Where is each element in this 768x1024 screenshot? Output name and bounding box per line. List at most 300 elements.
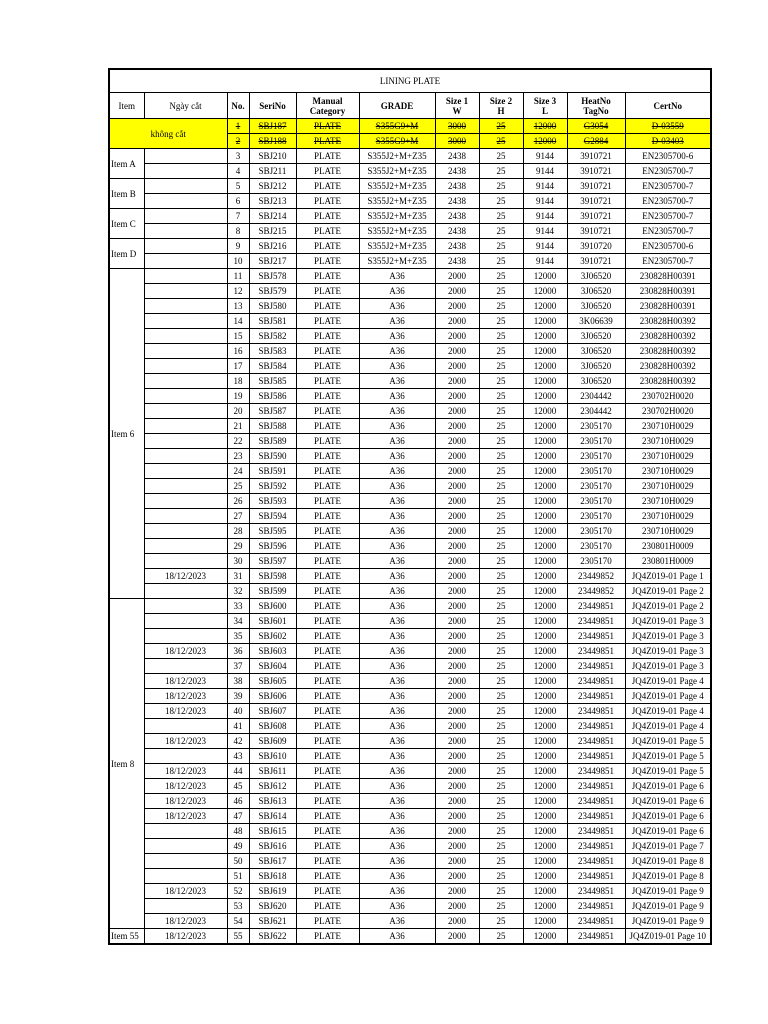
category-cell: PLATE: [296, 179, 359, 194]
grade-cell: A36: [359, 629, 435, 644]
cancelled-group-cell: không cắt: [109, 119, 227, 149]
row-number-cell: 29: [227, 539, 249, 554]
row-number-cell: 51: [227, 869, 249, 884]
serial-cell: SBJ620: [249, 899, 296, 914]
size-l-cell: 12000: [523, 689, 567, 704]
size-h-cell: 25: [479, 584, 523, 599]
grade-cell: A36: [359, 374, 435, 389]
table-row: [109, 119, 711, 134]
category-cell: PLATE: [296, 839, 359, 854]
cert-number-cell: JQ4Z019-01 Page 6: [625, 809, 711, 824]
heat-number-cell: 3910721: [567, 164, 625, 179]
cert-number-cell: EN2305700-7: [625, 164, 711, 179]
cut-date-cell: 18/12/2023: [144, 794, 227, 809]
category-cell: PLATE: [296, 749, 359, 764]
size-l-cell: 12000: [523, 269, 567, 284]
header-size-2-line1: Size 2: [489, 95, 513, 106]
serial-cell: SBJ585: [249, 374, 296, 389]
size-w-cell: 2000: [435, 929, 479, 944]
size-l-cell: 9144: [523, 224, 567, 239]
cut-date-cell: 18/12/2023: [144, 779, 227, 794]
row-number-cell: 6: [227, 194, 249, 209]
size-h-cell: 25: [479, 134, 523, 149]
category-cell: PLATE: [296, 404, 359, 419]
size-h-cell: 25: [479, 674, 523, 689]
size-l-cell: 12000: [523, 344, 567, 359]
size-l-cell: 12000: [523, 734, 567, 749]
category-cell: PLATE: [296, 779, 359, 794]
category-cell: PLATE: [296, 899, 359, 914]
category-cell: PLATE: [296, 629, 359, 644]
item-cell: Item 6: [109, 269, 144, 599]
serial-cell: SBJ604: [249, 659, 296, 674]
row-number-cell: 12: [227, 284, 249, 299]
size-h-cell: 25: [479, 179, 523, 194]
size-l-cell: 12000: [523, 524, 567, 539]
cut-date-cell: 18/12/2023: [144, 644, 227, 659]
grade-cell: A36: [359, 614, 435, 629]
cert-number-cell: JQ4Z019-01 Page 4: [625, 704, 711, 719]
heat-number-cell: 3910721: [567, 224, 625, 239]
size-w-cell: 2000: [435, 794, 479, 809]
table-row: [109, 254, 711, 269]
item-cell: Item 55: [109, 929, 144, 944]
row-number-cell: 33: [227, 599, 249, 614]
cert-number-cell: JQ4Z019-01 Page 8: [625, 869, 711, 884]
category-cell: PLATE: [296, 884, 359, 899]
heat-number-cell: 23449851: [567, 839, 625, 854]
category-cell: PLATE: [296, 614, 359, 629]
heat-number-cell: 23449851: [567, 599, 625, 614]
heat-number-cell: 23449851: [567, 614, 625, 629]
size-h-cell: 25: [479, 779, 523, 794]
category-cell: PLATE: [296, 644, 359, 659]
heat-number-cell: 2305170: [567, 464, 625, 479]
size-h-cell: 25: [479, 119, 523, 134]
size-h-cell: 25: [479, 659, 523, 674]
serial-cell: SBJ216: [249, 239, 296, 254]
item-cell: Item B: [109, 179, 144, 209]
size-h-cell: 25: [479, 749, 523, 764]
cert-number-cell: 230710H0029: [625, 479, 711, 494]
cert-number-cell: 230828H00391: [625, 299, 711, 314]
heat-number-cell: 23449851: [567, 674, 625, 689]
grade-cell: S355J2+M+Z35: [359, 254, 435, 269]
cut-date-cell: [144, 554, 227, 569]
size-l-cell: 12000: [523, 389, 567, 404]
size-w-cell: 2000: [435, 389, 479, 404]
table-row: [109, 644, 711, 659]
row-number-cell: 44: [227, 764, 249, 779]
table-row: [109, 809, 711, 824]
category-cell: PLATE: [296, 284, 359, 299]
cut-date-cell: [144, 599, 227, 614]
table-row: [109, 479, 711, 494]
serial-cell: SBJ217: [249, 254, 296, 269]
category-cell: PLATE: [296, 854, 359, 869]
row-number-cell: 16: [227, 344, 249, 359]
cert-number-cell: JQ4Z019-01 Page 5: [625, 764, 711, 779]
size-w-cell: 2000: [435, 359, 479, 374]
table-row: [109, 164, 711, 179]
grade-cell: A36: [359, 449, 435, 464]
serial-cell: SBJ596: [249, 539, 296, 554]
size-l-cell: 12000: [523, 824, 567, 839]
grade-cell: A36: [359, 404, 435, 419]
size-l-cell: 12000: [523, 584, 567, 599]
header-size-1: [435, 93, 479, 119]
row-number-cell: 34: [227, 614, 249, 629]
row-number-cell: 39: [227, 689, 249, 704]
header-size-3: [523, 93, 567, 119]
serial-cell: SBJ603: [249, 644, 296, 659]
row-number-cell: 2: [227, 134, 249, 149]
serial-cell: SBJ187: [249, 119, 296, 134]
cut-date-cell: [144, 854, 227, 869]
size-w-cell: 2000: [435, 704, 479, 719]
header-item: Item: [109, 93, 144, 119]
size-l-cell: 12000: [523, 464, 567, 479]
cut-date-cell: [144, 719, 227, 734]
heat-number-cell: 23449851: [567, 869, 625, 884]
table-row: [109, 764, 711, 779]
cut-date-cell: [144, 389, 227, 404]
table-row: [109, 404, 711, 419]
category-cell: PLATE: [296, 764, 359, 779]
cut-date-cell: [144, 269, 227, 284]
cut-date-cell: 18/12/2023: [144, 929, 227, 944]
size-l-cell: 12000: [523, 509, 567, 524]
cut-date-cell: [144, 404, 227, 419]
size-w-cell: 3000: [435, 134, 479, 149]
category-cell: PLATE: [296, 674, 359, 689]
category-cell: PLATE: [296, 689, 359, 704]
heat-number-cell: 3K06639: [567, 314, 625, 329]
size-h-cell: 25: [479, 344, 523, 359]
cut-date-cell: [144, 839, 227, 854]
heat-number-cell: 23449851: [567, 899, 625, 914]
header-size-1-line2: W: [452, 105, 462, 116]
serial-cell: SBJ211: [249, 164, 296, 179]
row-number-cell: 19: [227, 389, 249, 404]
cert-number-cell: 230828H00391: [625, 284, 711, 299]
table-row: [109, 149, 711, 164]
cut-date-cell: [144, 179, 227, 194]
grade-cell: A36: [359, 779, 435, 794]
heat-number-cell: 2305170: [567, 554, 625, 569]
table-row: [109, 269, 711, 284]
serial-cell: SBJ613: [249, 794, 296, 809]
row-number-cell: 24: [227, 464, 249, 479]
grade-cell: A36: [359, 884, 435, 899]
heat-number-cell: 23449851: [567, 659, 625, 674]
cert-number-cell: EN2305700-7: [625, 194, 711, 209]
table-row: [109, 659, 711, 674]
serial-cell: SBJ591: [249, 464, 296, 479]
category-cell: PLATE: [296, 329, 359, 344]
size-h-cell: 25: [479, 299, 523, 314]
category-cell: PLATE: [296, 809, 359, 824]
category-cell: PLATE: [296, 374, 359, 389]
size-h-cell: 25: [479, 254, 523, 269]
category-cell: PLATE: [296, 344, 359, 359]
serial-cell: SBJ213: [249, 194, 296, 209]
serial-cell: SBJ608: [249, 719, 296, 734]
cut-date-cell: [144, 824, 227, 839]
category-cell: PLATE: [296, 119, 359, 134]
title-row: [109, 69, 711, 93]
category-cell: PLATE: [296, 869, 359, 884]
size-w-cell: 2000: [435, 644, 479, 659]
size-w-cell: 2000: [435, 779, 479, 794]
heat-number-cell: 23449851: [567, 749, 625, 764]
cert-number-cell: EN2305700-7: [625, 224, 711, 239]
cut-date-cell: 18/12/2023: [144, 914, 227, 929]
cert-number-cell: JQ4Z019-01 Page 8: [625, 854, 711, 869]
size-w-cell: 2000: [435, 284, 479, 299]
size-w-cell: 2000: [435, 464, 479, 479]
row-number-cell: 43: [227, 749, 249, 764]
heat-number-cell: 23449852: [567, 569, 625, 584]
size-h-cell: 25: [479, 464, 523, 479]
table-row: [109, 314, 711, 329]
row-number-cell: 4: [227, 164, 249, 179]
size-w-cell: 2000: [435, 434, 479, 449]
cert-number-cell: 230710H0029: [625, 434, 711, 449]
cut-date-cell: [144, 899, 227, 914]
grade-cell: S355J2+M+Z35: [359, 239, 435, 254]
row-number-cell: 10: [227, 254, 249, 269]
size-h-cell: 25: [479, 194, 523, 209]
heat-number-cell: 2304442: [567, 389, 625, 404]
table-row: [109, 794, 711, 809]
lining-plate-table: [108, 68, 712, 945]
serial-cell: SBJ595: [249, 524, 296, 539]
grade-cell: S355J2+M+Z35: [359, 149, 435, 164]
cert-number-cell: JQ4Z019-01 Page 2: [625, 599, 711, 614]
category-cell: PLATE: [296, 209, 359, 224]
size-l-cell: 12000: [523, 599, 567, 614]
size-l-cell: 9144: [523, 164, 567, 179]
size-l-cell: 12000: [523, 494, 567, 509]
row-number-cell: 5: [227, 179, 249, 194]
row-number-cell: 30: [227, 554, 249, 569]
serial-cell: SBJ605: [249, 674, 296, 689]
size-w-cell: 2000: [435, 614, 479, 629]
cert-number-cell: 230828H00392: [625, 359, 711, 374]
table-row: [109, 569, 711, 584]
category-cell: PLATE: [296, 659, 359, 674]
size-h-cell: 25: [479, 899, 523, 914]
cert-number-cell: JQ4Z019-01 Page 4: [625, 674, 711, 689]
row-number-cell: 3: [227, 149, 249, 164]
row-number-cell: 54: [227, 914, 249, 929]
size-l-cell: 9144: [523, 194, 567, 209]
serial-cell: SBJ590: [249, 449, 296, 464]
size-l-cell: 12000: [523, 884, 567, 899]
table-row: [109, 449, 711, 464]
table-row: [109, 779, 711, 794]
row-number-cell: 28: [227, 524, 249, 539]
header-grade: GRADE: [359, 93, 435, 119]
cert-number-cell: D-03559: [625, 119, 711, 134]
table-row: [109, 329, 711, 344]
cut-date-cell: [144, 869, 227, 884]
size-w-cell: 2000: [435, 329, 479, 344]
size-h-cell: 25: [479, 839, 523, 854]
cut-date-cell: 18/12/2023: [144, 734, 227, 749]
row-number-cell: 49: [227, 839, 249, 854]
size-h-cell: 25: [479, 524, 523, 539]
grade-cell: A36: [359, 644, 435, 659]
size-l-cell: 12000: [523, 764, 567, 779]
size-w-cell: 2000: [435, 749, 479, 764]
size-l-cell: 12000: [523, 539, 567, 554]
size-h-cell: 25: [479, 404, 523, 419]
category-cell: PLATE: [296, 479, 359, 494]
category-cell: PLATE: [296, 929, 359, 944]
size-l-cell: 12000: [523, 284, 567, 299]
size-l-cell: 12000: [523, 809, 567, 824]
size-w-cell: 2000: [435, 344, 479, 359]
table-body: [109, 119, 711, 944]
category-cell: PLATE: [296, 494, 359, 509]
cut-date-cell: [144, 434, 227, 449]
serial-cell: SBJ580: [249, 299, 296, 314]
size-w-cell: 2438: [435, 224, 479, 239]
row-number-cell: 25: [227, 479, 249, 494]
row-number-cell: 52: [227, 884, 249, 899]
cut-date-cell: 18/12/2023: [144, 809, 227, 824]
size-w-cell: 2000: [435, 674, 479, 689]
size-l-cell: 12000: [523, 134, 567, 149]
serial-cell: SBJ586: [249, 389, 296, 404]
heat-number-cell: 2305170: [567, 434, 625, 449]
serial-cell: SBJ621: [249, 914, 296, 929]
size-h-cell: 25: [479, 599, 523, 614]
cut-date-cell: [144, 509, 227, 524]
size-h-cell: 25: [479, 224, 523, 239]
size-h-cell: 25: [479, 689, 523, 704]
size-h-cell: 25: [479, 359, 523, 374]
grade-cell: S355J2+M+Z35: [359, 194, 435, 209]
size-w-cell: 2000: [435, 659, 479, 674]
grade-cell: A36: [359, 554, 435, 569]
cert-number-cell: 230710H0029: [625, 419, 711, 434]
size-h-cell: 25: [479, 929, 523, 944]
serial-cell: SBJ598: [249, 569, 296, 584]
grade-cell: A36: [359, 464, 435, 479]
item-cell: Item A: [109, 149, 144, 179]
size-l-cell: 12000: [523, 314, 567, 329]
size-h-cell: 25: [479, 794, 523, 809]
header-number: No.: [227, 93, 249, 119]
size-w-cell: 2438: [435, 209, 479, 224]
size-w-cell: 2438: [435, 164, 479, 179]
serial-cell: SBJ592: [249, 479, 296, 494]
size-h-cell: 25: [479, 539, 523, 554]
size-l-cell: 9144: [523, 239, 567, 254]
size-h-cell: 25: [479, 854, 523, 869]
serial-cell: SBJ594: [249, 509, 296, 524]
grade-cell: A36: [359, 584, 435, 599]
heat-number-cell: 3J06520: [567, 329, 625, 344]
header-heat-number: [567, 93, 625, 119]
heat-number-cell: 23449851: [567, 914, 625, 929]
size-h-cell: 25: [479, 509, 523, 524]
cert-number-cell: JQ4Z019-01 Page 9: [625, 884, 711, 899]
serial-cell: SBJ615: [249, 824, 296, 839]
serial-cell: SBJ599: [249, 584, 296, 599]
grade-cell: S355G9+M: [359, 134, 435, 149]
size-w-cell: 2438: [435, 149, 479, 164]
cert-number-cell: JQ4Z019-01 Page 3: [625, 644, 711, 659]
size-h-cell: 25: [479, 494, 523, 509]
grade-cell: A36: [359, 269, 435, 284]
header-category-line2: Category: [309, 105, 346, 116]
table-row: [109, 524, 711, 539]
size-h-cell: 25: [479, 239, 523, 254]
serial-cell: SBJ581: [249, 314, 296, 329]
grade-cell: A36: [359, 809, 435, 824]
grade-cell: A36: [359, 854, 435, 869]
cert-number-cell: JQ4Z019-01 Page 3: [625, 614, 711, 629]
size-h-cell: 25: [479, 479, 523, 494]
cut-date-cell: 18/12/2023: [144, 674, 227, 689]
size-h-cell: 25: [479, 434, 523, 449]
grade-cell: A36: [359, 674, 435, 689]
size-h-cell: 25: [479, 554, 523, 569]
size-l-cell: 12000: [523, 404, 567, 419]
row-number-cell: 32: [227, 584, 249, 599]
serial-cell: SBJ188: [249, 134, 296, 149]
heat-number-cell: 3910721: [567, 149, 625, 164]
row-number-cell: 46: [227, 794, 249, 809]
serial-cell: SBJ622: [249, 929, 296, 944]
category-cell: PLATE: [296, 224, 359, 239]
size-l-cell: 9144: [523, 149, 567, 164]
size-w-cell: 2000: [435, 599, 479, 614]
serial-cell: SBJ606: [249, 689, 296, 704]
size-l-cell: 12000: [523, 119, 567, 134]
table-row: [109, 584, 711, 599]
header-size-3-line2: L: [541, 105, 548, 116]
heat-number-cell: G2884: [567, 134, 625, 149]
size-w-cell: 2438: [435, 239, 479, 254]
cut-date-cell: [144, 284, 227, 299]
size-w-cell: 2000: [435, 839, 479, 854]
cut-date-cell: [144, 224, 227, 239]
grade-cell: A36: [359, 914, 435, 929]
size-l-cell: 12000: [523, 299, 567, 314]
heat-number-cell: 3J06520: [567, 284, 625, 299]
cut-date-cell: 18/12/2023: [144, 764, 227, 779]
size-h-cell: 25: [479, 644, 523, 659]
size-w-cell: 2000: [435, 539, 479, 554]
header-cert-number: CertNo: [625, 93, 711, 119]
cut-date-cell: [144, 359, 227, 374]
table-row: [109, 854, 711, 869]
header-size-1-line1: Size 1: [445, 95, 469, 106]
size-h-cell: 25: [479, 614, 523, 629]
size-h-cell: 25: [479, 449, 523, 464]
cert-number-cell: 230828H00392: [625, 344, 711, 359]
size-w-cell: 2000: [435, 269, 479, 284]
size-w-cell: 2000: [435, 494, 479, 509]
cut-date-cell: [144, 419, 227, 434]
row-number-cell: 48: [227, 824, 249, 839]
row-number-cell: 9: [227, 239, 249, 254]
